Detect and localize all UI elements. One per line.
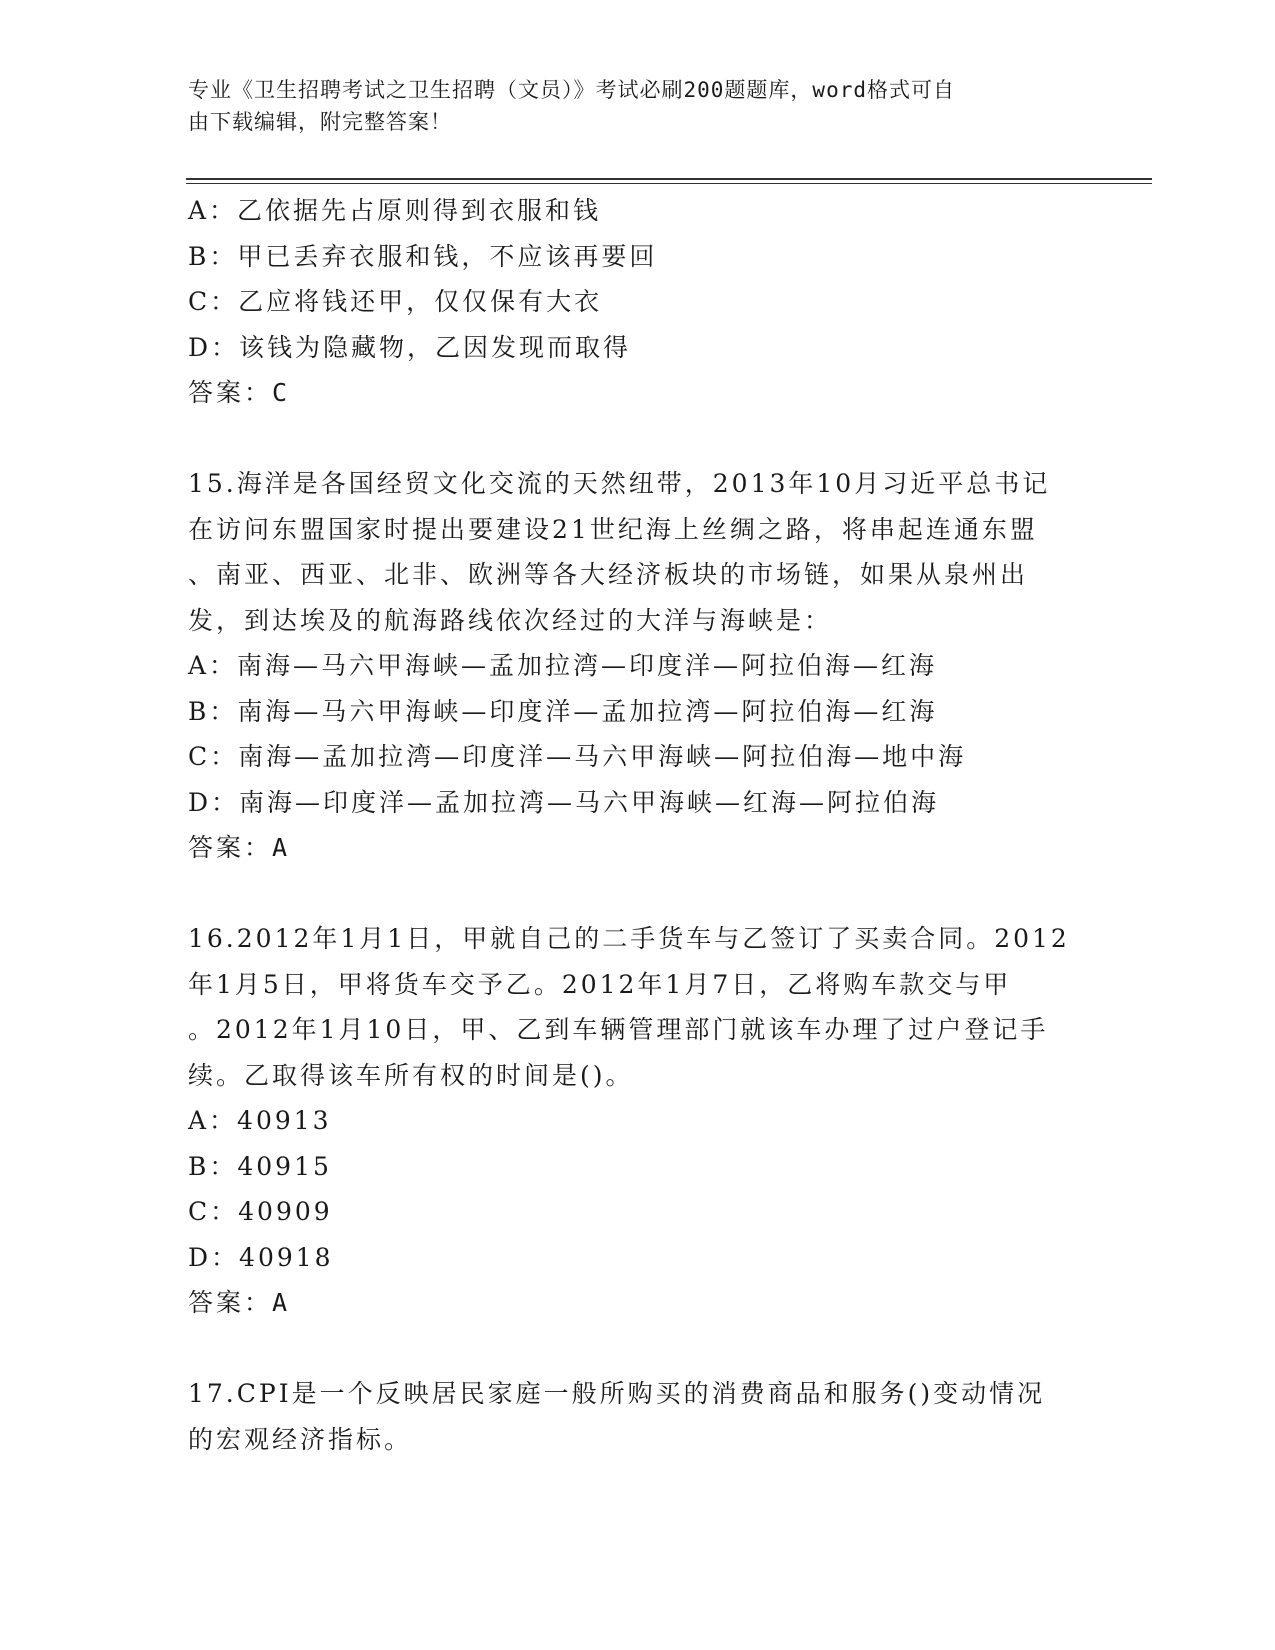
question-text-line: 。2012年1月10日，甲、乙到车辆管理部门就该车办理了过户登记手 [188, 1015, 1049, 1044]
option-a: A：40913 [188, 1106, 332, 1135]
question-text-line: 的宏观经济指标。 [188, 1424, 413, 1454]
option-c: C：乙应将钱还甲，仅仅保有大衣 [188, 287, 603, 316]
answer: 答案：C [188, 378, 291, 407]
option-d: D：40918 [188, 1242, 334, 1272]
option-d: D：该钱为隐藏物，乙因发现而取得 [188, 332, 632, 362]
question-text-line: 15.海洋是各国经贸文化交流的天然纽带，2013年10月习近平总书记 [188, 469, 1051, 498]
question-15 [188, 461, 1088, 871]
spacer [188, 1326, 1088, 1372]
question-text-line: 续。乙取得该车所有权的时间是()。 [188, 1060, 634, 1090]
question-text-line: 、南亚、西亚、北非、欧洲等各大经济板块的市场链，如果从泉州出 [188, 560, 1029, 589]
header-divider [186, 178, 1152, 180]
question-text-line: 17.CPI是一个反映居民家庭一般所购买的消费商品和服务()变动情况 [188, 1379, 1046, 1408]
option-d: D：南海—印度洋—孟加拉湾—马六甲海峡—红海—阿拉伯海 [188, 787, 940, 817]
option-b: B：40915 [188, 1151, 332, 1181]
question-text-line: 年1月5日，甲将货车交予乙。2012年1月7日，乙将购车款交与甲 [188, 969, 1012, 999]
answer: 答案：A [188, 1288, 291, 1317]
spacer [188, 416, 1088, 462]
header-line-2: 由下载编辑，附完整答案！ [188, 110, 452, 134]
answer: 答案：A [188, 833, 291, 862]
question-16 [188, 916, 1088, 1326]
option-b: B：甲已丢弃衣服和钱，不应该再要回 [188, 241, 658, 271]
question-text-line: 在访问东盟国家时提出要建设21世纪海上丝绸之路，将串起连通东盟 [188, 514, 1038, 544]
question-17 [188, 1371, 1088, 1462]
document-body [188, 188, 1088, 1462]
question-text-line: 发，到达埃及的航海路线依次经过的大洋与海峡是： [188, 605, 833, 635]
header-line-1: 专业《卫生招聘考试之卫生招聘（文员）》考试必刷200题题库，word格式可自 [188, 78, 955, 102]
question-text-line: 16.2012年1月1日，甲就自己的二手货车与乙签订了买卖合同。2012 [188, 924, 1070, 953]
option-a: A：南海—马六甲海峡—孟加拉湾—印度洋—阿拉伯海—红海 [188, 651, 938, 680]
question-14 [188, 188, 1088, 416]
header-divider-thin [186, 183, 1152, 184]
option-b: B：南海—马六甲海峡—印度洋—孟加拉湾—阿拉伯海—红海 [188, 696, 938, 726]
option-a: A：乙依据先占原则得到衣服和钱 [188, 196, 602, 225]
option-c: C：40909 [188, 1197, 333, 1226]
option-c: C：南海—孟加拉湾—印度洋—马六甲海峡—阿拉伯海—地中海 [188, 742, 967, 771]
spacer [188, 871, 1088, 917]
document-header [188, 74, 1088, 138]
